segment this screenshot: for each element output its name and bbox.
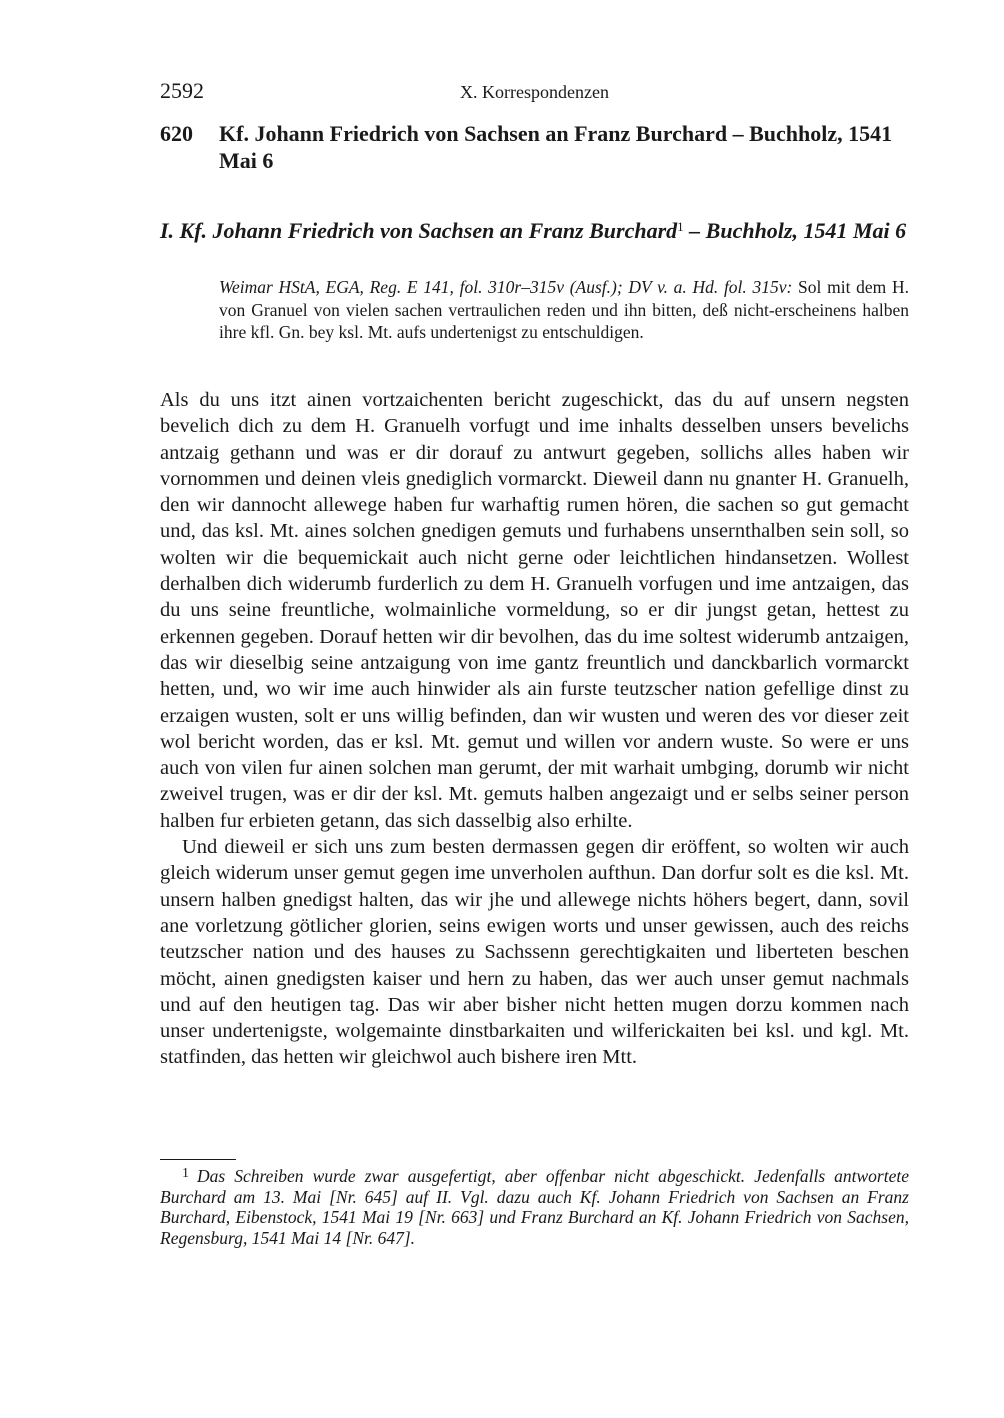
running-head: [160, 78, 909, 106]
subdocument-title: I. Kf. Johann Friedrich von Sachsen an Franz Burchard: [160, 218, 678, 243]
footnote: [160, 1164, 909, 1248]
source-note: [219, 276, 909, 344]
footnote-text: Das Schreiben wurde zwar ausgefertigt, aber offenbar nicht abgeschickt. Jedenfalls antwortete Burchard am 13. Mai [Nr. 645] auf II. Vgl. dazu auch Kf. Johann Friedrich von Sachsen an Franz Burchard, Eibenstock, 1541 Mai 19 [Nr. 663] und Franz Burchard an Kf. Johann Friedrich von Sachsen, Regensburg, 1541 Mai 14 [Nr. 647].: [160, 1166, 909, 1248]
running-title: X. Korrespondenzen: [460, 82, 609, 102]
footnote-divider: [160, 1159, 236, 1160]
subdocument-place-date: – Buchholz, 1541 Mai 6: [683, 218, 907, 243]
dorsal-summary: Sol mit dem H. von Granuel von vielen sachen vertraulichen reden und ihn bitten, deß nicht-erscheinens halben ihre kfl. Gn. bey ksl. Mt. aufs undertenigst zu entschuldigen.: [219, 277, 909, 342]
document-heading: [160, 120, 909, 174]
footnote-reference[interactable]: 1: [677, 219, 684, 234]
document-number: 620: [160, 121, 193, 146]
page-number: 2592: [160, 78, 204, 103]
footnote-mark: 1: [182, 1166, 189, 1181]
paragraph: Als du uns itzt ainen vortzaichenten bericht zugeschickt, das du auf unsern negsten bevelich dich zu dem H. Granuelh vorfugt und ime inhalts desselben unsers bevelichs antzaig gethann und was er dir dorauf zu antwurt gegeben, sollichs alles haben wir vornommen und deinen vleis gnediglich vormarckt. Dieweil dann nu gnanter H. Granuelh, den wir dannocht allewege haben fur warhaftig rumen hören, die sachen so gut gemacht und, das ksl. Mt. aines solchen gnedigen gemuts und furhabens unsernthalben sein soll, so wolten wir die bequemickait auch nicht gerne oder leichtlichen hindansetzen. Wollest derhalben dich widerumb furderlich zu dem H. Granuelh vorfugen und ime antzaigen, das du uns seine freuntliche, wolmainliche vormeldung, so er dir jungst getan, hettest zu erkennen gegeben. Dorauf hetten wir dir bevolhen, das du ime soltest widerumb antzaigen, das wir dieselbig seine antzaigung von ime gantz freuntlich und danckbarlich vormarckt hetten, und, wo wir ime auch hinwider als ain furste teutzscher nation gefellige dinst zu erzaigen wusten, solt er uns willig befinden, dan wir wusten und weren des vor dieser zeit wol bericht worden, das er ksl. Mt. gemut und willen vor andern wuste. So were er uns auch von vilen fur ainen solchen man gerumt, der mit warhait umbging, dorumb wir nicht zweivel trugen, was er dir der ksl. Mt. gemuts halben angezaigt und er selbs seiner person halben fur erbieten getann, das sich dasselbig also erhilte.: [160, 389, 909, 832]
paragraph: Und dieweil er sich uns zum besten dermassen gegen dir eröffent, so wolten wir auch gleich widerum unser gemut gegen ime unverholen aufthun. Dan dorfur solt es die ksl. Mt. unsern halben gnedigst halten, das wir jhe und allewege nichts höhers begert, dann, sovil ane vorletzung götlicher glorien, seins ewigen worts und unser gewissen, auch des reichs teutzscher nation und des hauses zu Sachssenn gerechtigkaiten und liberteten beschen möcht, ainen gnedigsten kaiser und hern zu haben, das wer auch unser gemut nachmals und auf den heutigen tag. Das wir aber bisher nicht hetten mugen dorzu kommen nach unser undertenigste, wolgemainte dinstbarkaiten und wilferickaiten bei ksl. und kgl. Mt. statfinden, das hetten wir gleichwol auch bishere iren Mtt.: [160, 836, 909, 1069]
letter-body: [160, 387, 909, 1071]
subdocument-heading: [160, 213, 909, 244]
archive-reference: Weimar HStA, EGA, Reg. E 141, fol. 310r–315v (Ausf.); DV v. a. Hd. fol. 315v:: [219, 277, 793, 297]
document-title: Kf. Johann Friedrich von Sachsen an Franz Burchard – Buchholz, 1541 Mai 6: [219, 121, 893, 173]
